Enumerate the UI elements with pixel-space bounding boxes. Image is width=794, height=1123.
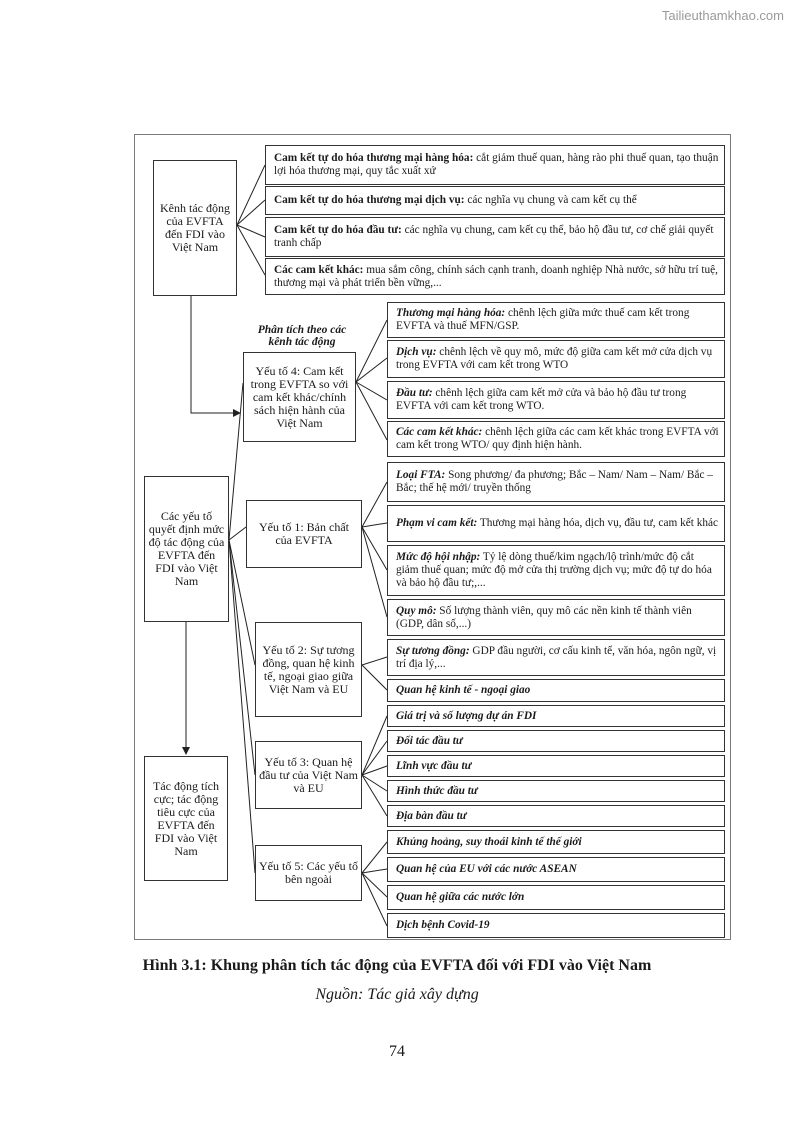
factor-4-item (387, 381, 725, 419)
item-label: Quan hệ của EU với các nước ASEAN (396, 863, 577, 875)
item-label: Quan hệ kinh tế - ngoại giao (396, 684, 531, 696)
factor-5-item (387, 857, 725, 882)
item-label: Phạm vi cam kết: (396, 517, 478, 529)
item-label: Lĩnh vực đầu tư (396, 759, 472, 772)
item-label: Loại FTA: (396, 469, 446, 481)
factor-4-box: Yếu tố 4: Cam kết trong EVFTA so với cam kết khác/chính sách hiện hành của Việt Nam (243, 352, 356, 442)
factor-2-item (387, 639, 725, 676)
channel-text: các nghĩa vụ chung, cam kết cụ thể, bảo hộ đầu tư, cơ chế giải quyết tranh chấp (274, 224, 714, 249)
factor-3-item (387, 730, 725, 752)
channel-text: mua sắm công, chính sách cạnh tranh, doanh nghiệp Nhà nước, sở hữu trí tuệ, thương mại và phát triển bền vững,... (274, 263, 718, 289)
factor-3-item (387, 705, 725, 727)
factor-5-item (387, 830, 725, 854)
channel-text: các nghĩa vụ chung và cam kết cụ thể (464, 194, 637, 206)
impact-box: Tác động tích cực; tác động tiêu cực của EVFTA đến FDI vào Việt Nam (144, 756, 228, 881)
figure-source: Nguồn: Tác giả xây dựng (315, 986, 479, 1003)
page-number: 74 (389, 1043, 405, 1060)
item-text: Tỷ lệ dòng thuế/kim ngạch/lộ trình/mức độ cắt giảm thuế quan; mức độ mở cửa thị trường dịch vụ; mức độ tự do hóa và bảo hộ đầu tư;,... (396, 551, 712, 589)
factor-1-item (387, 545, 725, 596)
item-label: Thương mại hàng hóa: (396, 307, 506, 319)
item-label: Sự tương đồng: (396, 644, 470, 657)
factor-1-item (387, 599, 725, 636)
item-text: chênh lệch về quy mô, mức độ giữa cam kết mở cửa dịch vụ trong EVFTA với cam kết trong WTO (396, 346, 713, 371)
factor-3-item (387, 755, 725, 777)
channel-label: Cam kết tự do hóa đầu tư: (274, 224, 402, 236)
item-label: Dịch vụ: (396, 346, 437, 358)
item-label: Đầu tư: (396, 387, 433, 399)
item-label: Quan hệ giữa các nước lớn (396, 891, 525, 903)
item-label: Các cam kết khác: (396, 426, 483, 438)
factor-2-box: Yếu tố 2: Sự tương đồng, quan hệ kinh tế, ngoại giao giữa Việt Nam và EU (255, 622, 362, 717)
item-label: Đối tác đầu tư (396, 734, 463, 747)
channel-root-box: Kênh tác động của EVFTA đến FDI vào Việt Nam (153, 160, 237, 296)
item-text: chênh lệch giữa mức thuế cam kết trong EVFTA và thuế MFN/GSP. (396, 307, 690, 332)
factor-3-item (387, 805, 725, 827)
item-label: Giá trị và số lượng dự án FDI (396, 709, 537, 722)
channel-label: Các cam kết khác: (274, 263, 364, 276)
item-text: Thương mại hàng hóa, dịch vụ, đầu tư, cam kết khác (477, 517, 719, 529)
factor-1-box: Yếu tố 1: Bản chất của EVFTA (246, 500, 362, 568)
factor-3-item (387, 780, 725, 802)
figure-title: Hình 3.1: Khung phân tích tác động của EVFTA đối với FDI vào Việt Nam (142, 957, 652, 974)
item-text: Song phương/ đa phương; Bắc – Nam/ Nam – Nam/ Bắc – Bắc; thế hệ mới/ truyền thống (396, 469, 713, 494)
item-label: Hình thức đầu tư (396, 784, 478, 797)
factor-5-box: Yếu tố 5: Các yếu tố bên ngoài (255, 845, 362, 901)
channel-goods-box (265, 145, 725, 185)
channel-text: cắt giảm thuế quan, hàng rào phi thuế quan, tạo thuận lợi hóa thương mại, quy tắc xuất xứ (274, 152, 719, 177)
channel-label: Cam kết tự do hóa thương mại hàng hóa: (274, 152, 474, 164)
item-text: chênh lệch giữa cam kết mở cửa và bảo hộ đầu tư trong EVFTA với cam kết trong WTO. (396, 387, 687, 412)
factor-3-box: Yếu tố 3: Quan hệ đầu tư của Việt Nam và EU (255, 741, 362, 809)
factor-5-item (387, 885, 725, 910)
item-text: Số lượng thành viên, quy mô các nền kinh tế thành viên (GDP, dân số,...) (396, 604, 692, 630)
analysis-label: Phân tích theo các kênh tác động (257, 324, 347, 348)
factor-5-item (387, 913, 725, 938)
channel-services-box (265, 186, 725, 215)
item-label: Quy mô: (396, 604, 437, 617)
factor-1-item (387, 505, 725, 542)
channel-label: Cam kết tự do hóa thương mại dịch vụ: (274, 194, 465, 206)
item-label: Dịch bệnh Covid-19 (396, 919, 490, 931)
factor-1-item (387, 462, 725, 502)
factor-2-item (387, 679, 725, 702)
factor-4-item (387, 302, 725, 338)
item-label: Địa bàn đầu tư (396, 809, 467, 822)
channel-investment-box (265, 217, 725, 257)
channel-other-box (265, 258, 725, 295)
determinants-box: Các yếu tố quyết định mức độ tác động của EVFTA đến FDI vào Việt Nam (144, 476, 229, 622)
item-text: GDP đầu người, cơ cấu kinh tế, văn hóa, ngôn ngữ, vị trí địa lý,... (396, 644, 717, 670)
item-label: Khủng hoảng, suy thoái kinh tế thế giới (396, 835, 582, 848)
factor-4-item (387, 340, 725, 378)
factor-4-item (387, 421, 725, 457)
item-label: Mức độ hội nhập: (396, 551, 481, 563)
item-text: chênh lệch giữa các cam kết khác trong EVFTA với cam kết trong WTO/ quy định hiện hành. (396, 426, 719, 451)
watermark-text: Tailieuthamkhao.com (661, 8, 784, 23)
